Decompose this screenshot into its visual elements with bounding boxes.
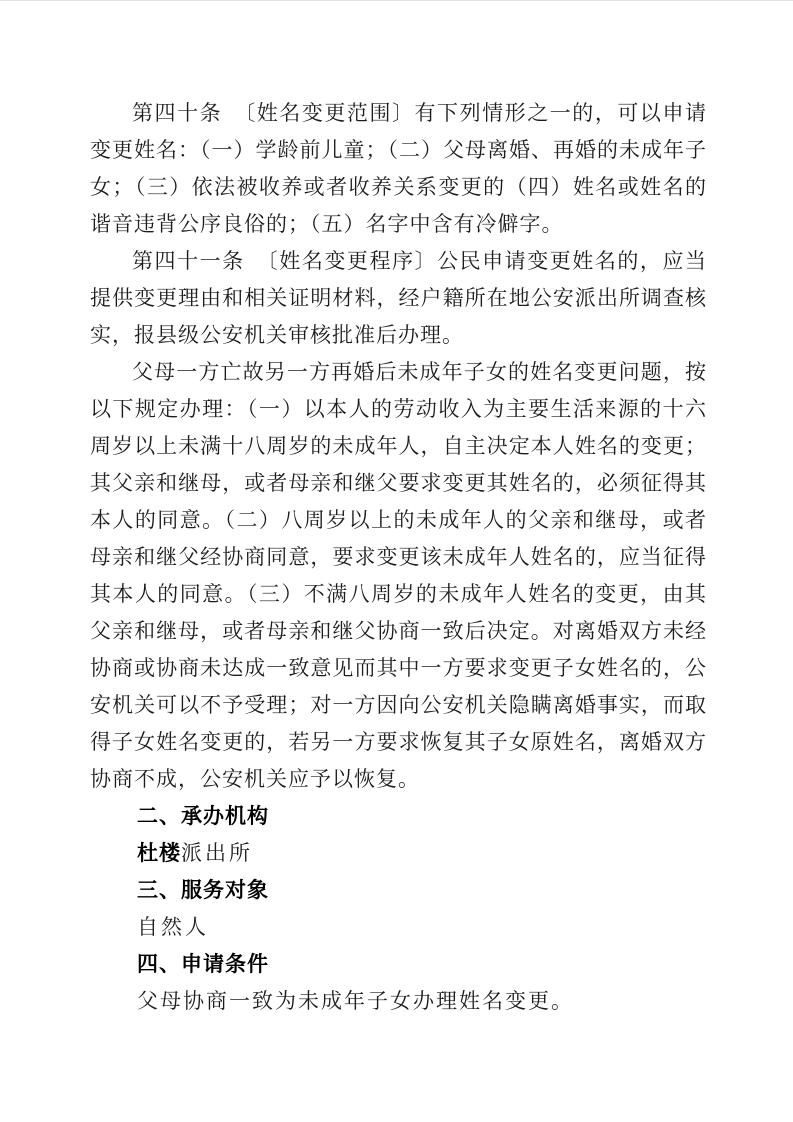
agency-name-suffix: 派出所: [181, 841, 253, 865]
service-target-line: 自然人: [137, 915, 209, 939]
handling-agency-line: [137, 835, 707, 872]
section-heading-service-target: 三、服务对象: [137, 879, 269, 902]
service-info-sections: [137, 798, 707, 1020]
agency-name-bold: 杜楼: [137, 842, 181, 865]
legal-text-block: [90, 95, 707, 798]
paragraph-remarriage-name-change-rules: 父母一方亡故另一方再婚后未成年子女的姓名变更问题，按以下规定办理：（一）以本人的劳动收入为主要生活来源的十六周岁以上未满十八周岁的未成年人，自主决定本人姓名的变更；其父亲和继母，或者母亲和继父要求变更其姓名的，必须征得其本人的同意。（二）八周岁以上的未成年人的父亲和继母，或者母亲和继父经协商同意，要求变更该未成年人姓名的，应当征得其本人的同意。（三）不满八周岁的未成年人姓名的变更，由其父亲和继母，或者母亲和继父协商一致后决定。对离婚双方未经协商或协商未达成一致意见而其中一方要求变更子女姓名的，公安机关可以不予受理；对一方因向公安机关隐瞒离婚事实，而取得子女姓名变更的，若另一方要求恢复其子女原姓名，离婚双方协商不成，公安机关应予以恢复。: [90, 360, 707, 791]
application-conditions-line: 父母协商一致为未成年子女办理姓名变更。: [137, 989, 574, 1013]
section-heading-handling-agency: 二、承办机构: [137, 805, 269, 828]
section-heading-application-conditions: 四、申请条件: [137, 953, 269, 976]
paragraph-article-41: 第四十一条 〔姓名变更程序〕公民申请变更姓名的，应当提供变更理由和相关证明材料，经户籍所在地公安派出所调查核实，报县级公安机关审核批准后办理。: [90, 249, 707, 347]
paragraph-article-40: 第四十条 〔姓名变更范围〕有下列情形之一的，可以申请变更姓名：（一）学龄前儿童；（二）父母离婚、再婚的未成年子女；（三）依法被收养或者收养关系变更的（四）姓名或姓名的谐音违背公序良俗的；（五）名字中含有冷僻字。: [90, 101, 707, 236]
